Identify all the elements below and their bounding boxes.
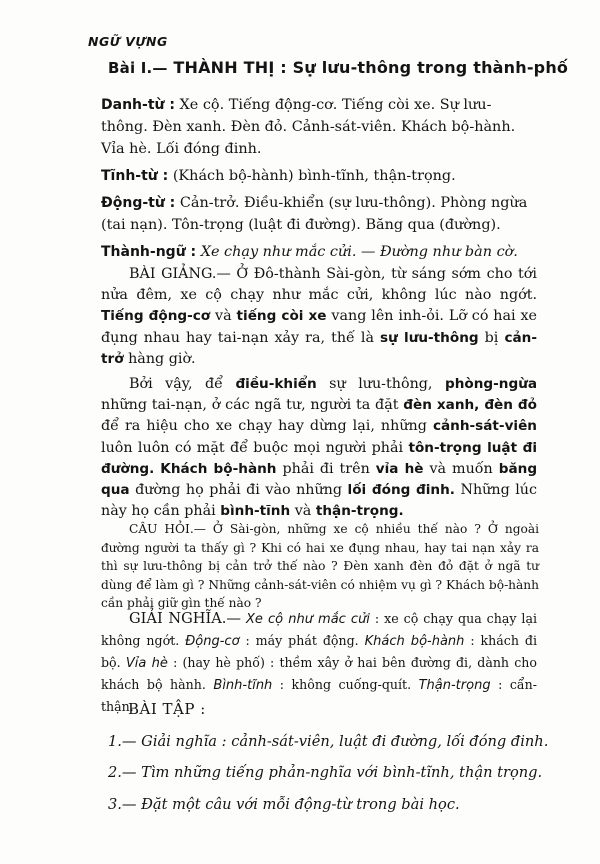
gloss-definition: : máy phát động.	[245, 633, 359, 648]
vocab-nouns	[101, 94, 534, 160]
key-term: Khách bộ-hành	[160, 460, 277, 477]
gloss-term: Vỉa hè	[125, 656, 168, 671]
gloss-term: Thận-trọng	[418, 678, 491, 693]
gloss-term: Xe cộ như mắc cửi	[246, 612, 370, 627]
lesson-paragraph	[101, 264, 537, 370]
vocab-label: Tĩnh-từ :	[101, 168, 169, 184]
vocab-text: Xe cộ. Tiếng động-cơ. Tiếng còi xe. Sự lưu-thông. Đèn xanh. Đèn đỏ. Cảnh-sát-viên. Khách bộ-hành. Vỉa hè. Lối đóng đinh.	[101, 97, 516, 157]
lesson-title	[108, 58, 578, 77]
key-term: sự lưu-thông	[380, 329, 479, 346]
lesson-span: hàng giờ.	[128, 350, 196, 367]
vocab-label: Danh-từ :	[101, 97, 175, 113]
vocab-verbs	[101, 192, 534, 236]
lesson-span: sự lưu-thông,	[329, 376, 433, 393]
lesson-span: vang lên inh-ỏi. Lỡ có hai xe đụng nhau hay tai-nạn xảy ra, thế là	[101, 308, 538, 346]
lesson-span: để ra hiệu cho xe chạy hay dừng lại, những	[101, 418, 427, 435]
running-head: NGỮ VỰNG	[88, 34, 168, 49]
key-term: thận-trọng.	[315, 503, 404, 520]
exercise-item: 2.— Tìm những tiếng phản-nghĩa với bình-tĩnh, thận trọng.	[108, 764, 543, 781]
gloss-definition: : (hay hè phố) : thềm xây ở hai bên đường đi, dành cho khách bộ hành.	[101, 655, 537, 692]
key-term: băng qua	[101, 460, 538, 499]
exercise-item: 1.— Giải nghĩa : cảnh-sát-viên, luật đi đường, lối đóng đinh.	[108, 733, 549, 750]
gloss-definition: : khách đi bộ.	[101, 633, 537, 670]
vocabulary-section	[101, 94, 534, 268]
gloss-term: Bình-tĩnh	[213, 678, 273, 693]
vocab-label: Thành-ngữ :	[101, 244, 197, 260]
vocab-label: Động-từ :	[101, 195, 176, 211]
key-term: vỉa hè	[375, 460, 424, 477]
key-term: lối đóng đinh.	[347, 482, 455, 499]
lesson-span: Những lúc này họ cần phải	[101, 482, 538, 520]
key-term: phòng-ngừa	[444, 376, 538, 393]
exercise-item: 3.— Đặt một câu với mỗi động-từ trong bài học.	[108, 796, 460, 813]
lesson-number: Bài I.—	[108, 59, 168, 77]
questions-section	[101, 520, 539, 613]
key-term: tiếng còi xe	[236, 308, 327, 325]
lesson-span: phải đi trên	[282, 460, 370, 477]
exercises-title: BÀI TẬP :	[128, 700, 206, 718]
key-term: điều-khiển	[235, 376, 317, 393]
gloss-definition: : cẩn-thận.	[101, 677, 537, 714]
lesson-span: BÀI GIẢNG.— Ở Đô-thành Sài-gòn, từ sáng sớm cho tới nửa đêm, xe cộ chạy như mắc cửi, không lúc nào ngớt.	[101, 266, 537, 304]
gloss-definition: : xe cộ chạy qua chạy lại không ngớt.	[101, 611, 537, 648]
lesson-span: luôn luôn có mặt để buộc mọi người phải	[101, 439, 404, 456]
lesson-subtitle: Sự lưu-thông trong thành-phố	[292, 58, 569, 77]
key-term: bình-tĩnh	[220, 503, 291, 520]
vocab-text: Xe chạy như mắc cửi. — Đường như bàn cờ.	[200, 244, 518, 260]
gloss-heading: GIẢI NGHĨA.—	[129, 610, 242, 627]
lesson-span: bị	[484, 329, 499, 346]
key-term: Tiếng động-cơ	[101, 308, 211, 325]
vocab-text: (Khách bộ-hành) bình-tĩnh, thận-trọng.	[172, 168, 456, 184]
vocab-adjectives	[101, 165, 534, 187]
key-term: cảnh-sát-viên	[432, 418, 537, 435]
gloss-term: Động-cơ	[185, 634, 240, 649]
lesson-text	[101, 264, 537, 526]
lesson-paragraph	[101, 374, 537, 522]
key-term: cản-trở	[101, 329, 537, 367]
gloss-definition: : không cuống-quít.	[279, 677, 412, 692]
key-term: đèn xanh, đèn đỏ	[403, 397, 537, 414]
key-term: tôn-trọng luật đi đường.	[101, 439, 537, 477]
vocab-text: Cản-trở. Điều-khiển (sự lưu-thông). Phòng ngừa (tai nạn). Tôn-trọng (luật đi đường). Băng qua (đường).	[101, 195, 528, 233]
lesson-span: đường họ phải đi vào những	[135, 482, 343, 499]
lesson-span: Bởi vậy, để	[129, 376, 223, 393]
lesson-topic: THÀNH THỊ :	[173, 58, 287, 77]
vocab-idioms	[101, 241, 534, 263]
gloss-term: Khách bộ-hành	[364, 634, 465, 649]
lesson-span: và	[294, 503, 312, 520]
lesson-span: và muốn	[429, 460, 493, 477]
questions-text: CÂU HỎI.— Ở Sài-gòn, những xe cộ nhiều thế nào ? Ở ngoài đường người ta thấy gì ? Khi có hai xe đụng nhau, hay tai nạn xảy ra thì sự lưu-thông bị cản trở thế nào ? Đèn xanh đèn đỏ đặt ở ngã tư dùng để làm gì ? Những cảnh-sát-viên có nhiệm vụ gì ? Khách bộ-hành cần phải giữ gìn thế nào ?	[101, 522, 539, 611]
lesson-span: và	[215, 308, 232, 325]
lesson-span: những tai-nạn, ở các ngã tư, người ta đặt	[101, 397, 399, 414]
